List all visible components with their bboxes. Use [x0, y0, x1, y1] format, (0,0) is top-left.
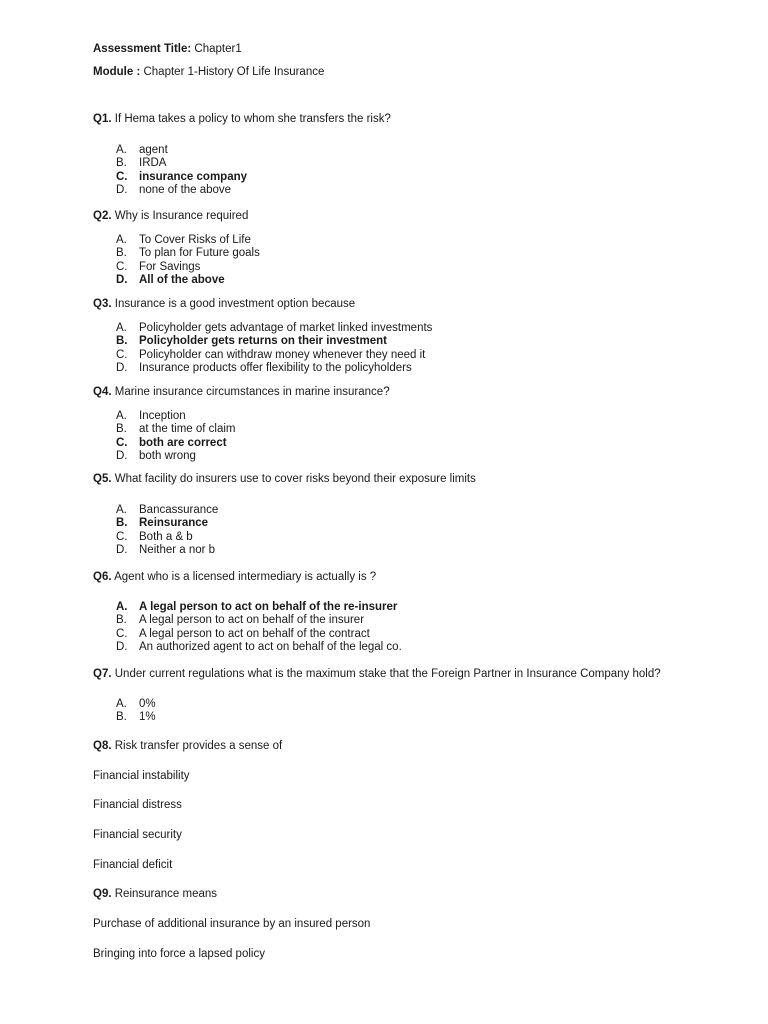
option: A. Bancassurance [116, 504, 219, 516]
module-line: Module : Chapter 1-History Of Life Insurance [93, 66, 325, 78]
question-2-options [116, 234, 260, 288]
option: B. 1% [116, 711, 156, 724]
question-3: Q3. Insurance is a good investment option because [93, 298, 356, 310]
option-correct: B. Reinsurance [116, 517, 209, 530]
option: C. A legal person to act on behalf of the contract [116, 627, 370, 640]
answer-text: Bringing into force a lapsed policy [93, 948, 265, 960]
question-5-options [116, 504, 218, 558]
question-2: Q2. Why is Insurance required [93, 210, 249, 222]
question-8: Q8. Risk transfer provides a sense of [93, 740, 283, 752]
question-4: Q4. Marine insurance circumstances in marine insurance? [93, 386, 390, 398]
question-1: Q1. If Hema takes a policy to whom she transfers the risk? [93, 113, 391, 125]
option: A. Inception [116, 410, 186, 422]
option-correct: A. A legal person to act on behalf of the re-insurer [116, 601, 398, 613]
answer-text: Financial instability [93, 770, 190, 782]
answer-text: Purchase of additional insurance by an insured person [93, 918, 371, 930]
option: D. An authorized agent to act on behalf of the legal co. [116, 641, 402, 654]
option: C. Policyholder can withdraw money whenever they need it [116, 348, 426, 361]
answer-text: Financial distress [93, 799, 182, 811]
option: B. A legal person to act on behalf of the insurer [116, 614, 365, 627]
option: A. To Cover Risks of Life [116, 234, 251, 246]
question-4-options [116, 410, 236, 464]
option-correct: C. insurance company [116, 170, 248, 183]
option: B. at the time of claim [116, 423, 236, 436]
option: C. For Savings [116, 260, 201, 273]
question-9: Q9. Reinsurance means [93, 888, 218, 900]
question-1-options [116, 144, 247, 198]
option: D. both wrong [116, 450, 196, 463]
option-correct: D. All of the above [116, 274, 225, 287]
option: A. Policyholder gets advantage of market linked investments [116, 322, 433, 334]
question-6: Q6. Agent who is a licensed intermediary is actually is ? [93, 571, 377, 583]
question-5: Q5. What facility do insurers use to cover risks beyond their exposure limits [93, 473, 476, 485]
option: D. Neither a nor b [116, 544, 216, 557]
question-6-options [116, 601, 402, 655]
assessment-title: Assessment Title: Chapter1 [93, 43, 242, 55]
option: B. To plan for Future goals [116, 247, 260, 260]
answer-text: Financial deficit [93, 859, 173, 871]
answer-text: Financial security [93, 829, 182, 841]
question-7-options [116, 698, 156, 725]
option-correct: B. Policyholder gets returns on their investment [116, 335, 387, 348]
option-correct: C. both are correct [116, 436, 227, 449]
option: C. Both a & b [116, 530, 193, 543]
option: D. none of the above [116, 184, 232, 197]
option: A. 0% [116, 698, 156, 710]
question-7: Q7. Under current regulations what is the maximum stake that the Foreign Partner in Insurance Company hold? [93, 668, 661, 680]
question-3-options [116, 322, 432, 376]
option: B. IRDA [116, 157, 167, 170]
option: A. agent [116, 144, 168, 156]
option: D. Insurance products offer flexibility to the policyholders [116, 362, 412, 375]
